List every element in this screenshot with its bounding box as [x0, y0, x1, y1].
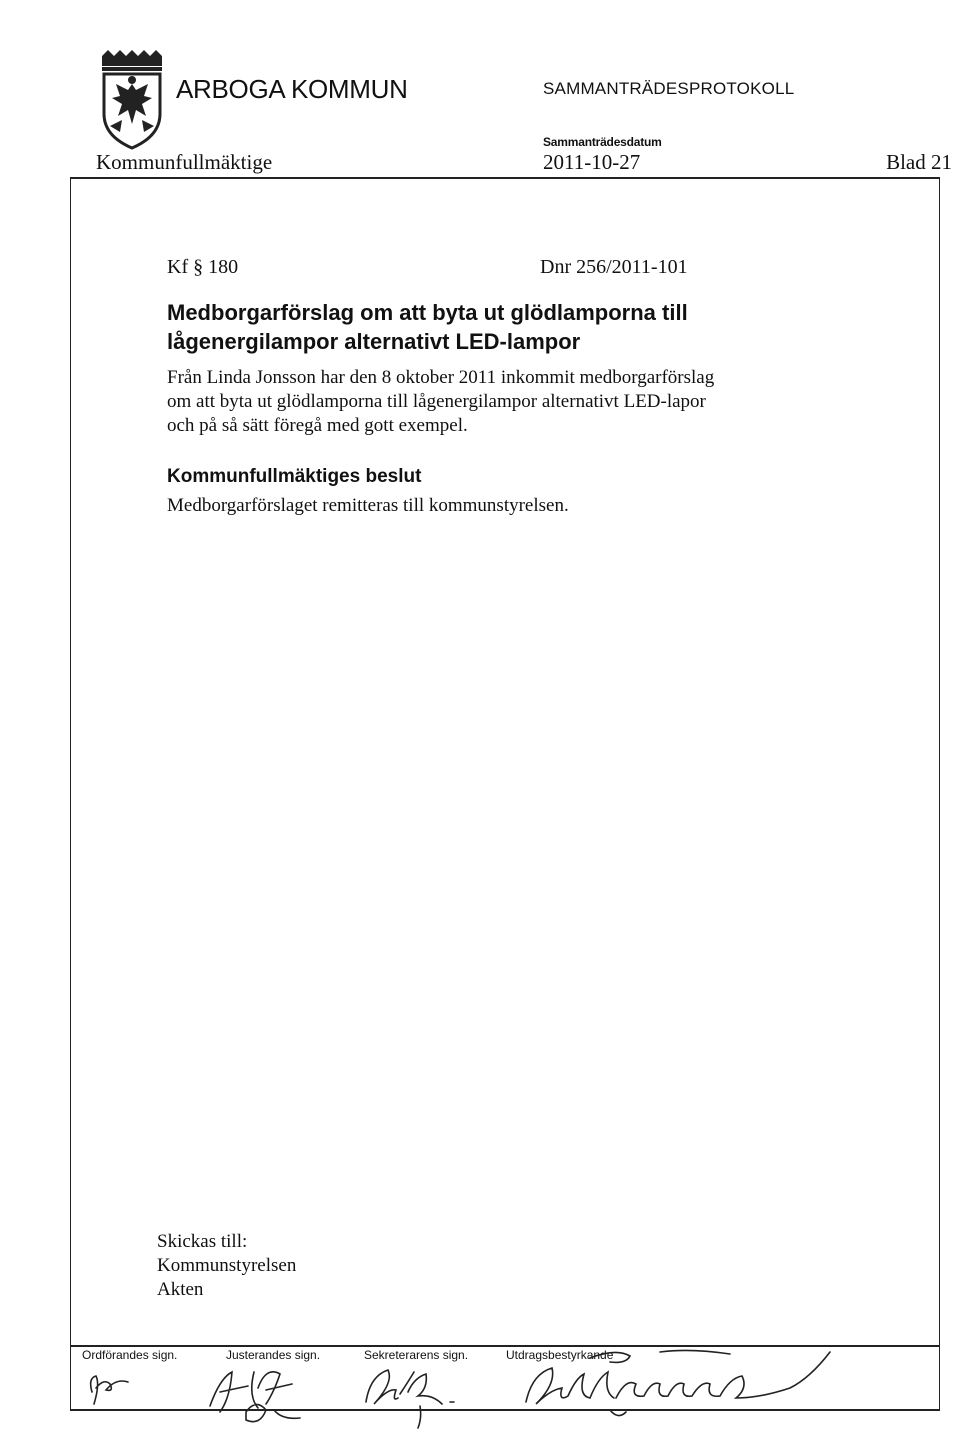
meeting-date: 2011-10-27 [543, 150, 641, 174]
meeting-date-label: Sammanträdesdatum [543, 135, 662, 149]
secretary-signature-label: Sekreterarens sign. [364, 1348, 469, 1362]
distribution-recipient: Kommunstyrelsen [157, 1255, 297, 1276]
chair-signature-label: Ordförandes sign. [82, 1348, 178, 1362]
adjusters-signature-label: Justerandes sign. [226, 1348, 321, 1362]
assembly-name: Kommunfullmäktige [96, 150, 273, 174]
case-description-line: Från Linda Jonsson har den 8 oktober 2011 inkommit medborgarförslag [167, 367, 715, 388]
sheet-number: Blad 21 [886, 150, 952, 174]
certifier-signature-label: Utdragsbestyrkande [506, 1348, 614, 1362]
organization-name: ARBOGA KOMMUN [176, 74, 408, 104]
handwritten-signatures [70, 1348, 940, 1430]
distribution-list [157, 1230, 296, 1302]
decision-text: Medborgarförslaget remitteras till kommunstyrelsen. [167, 495, 569, 516]
case-description-line: och på så sätt föregå med gott exempel. [167, 415, 468, 436]
registration-number: Dnr 256/2011-101 [540, 256, 688, 278]
municipal-crest-icon [96, 50, 166, 150]
decision-heading: Kommunfullmäktiges beslut [167, 466, 422, 487]
case-description-line: om att byta ut glödlamporna till lågenergilampor alternativt LED-lapor [167, 391, 706, 412]
distribution-recipient: Akten [157, 1279, 204, 1300]
case-title: Medborgarförslag om att byta ut glödlamporna till lågenergilampor alternativt LED-lampor [167, 300, 688, 354]
minutes-frame [70, 177, 940, 1411]
case-description [167, 366, 827, 438]
section-number: Kf § 180 [167, 256, 239, 278]
distribution-label: Skickas till: [157, 1231, 248, 1252]
document-type: SAMMANTRÄDESPROTOKOLL [543, 79, 795, 98]
signature-divider [70, 1345, 940, 1347]
